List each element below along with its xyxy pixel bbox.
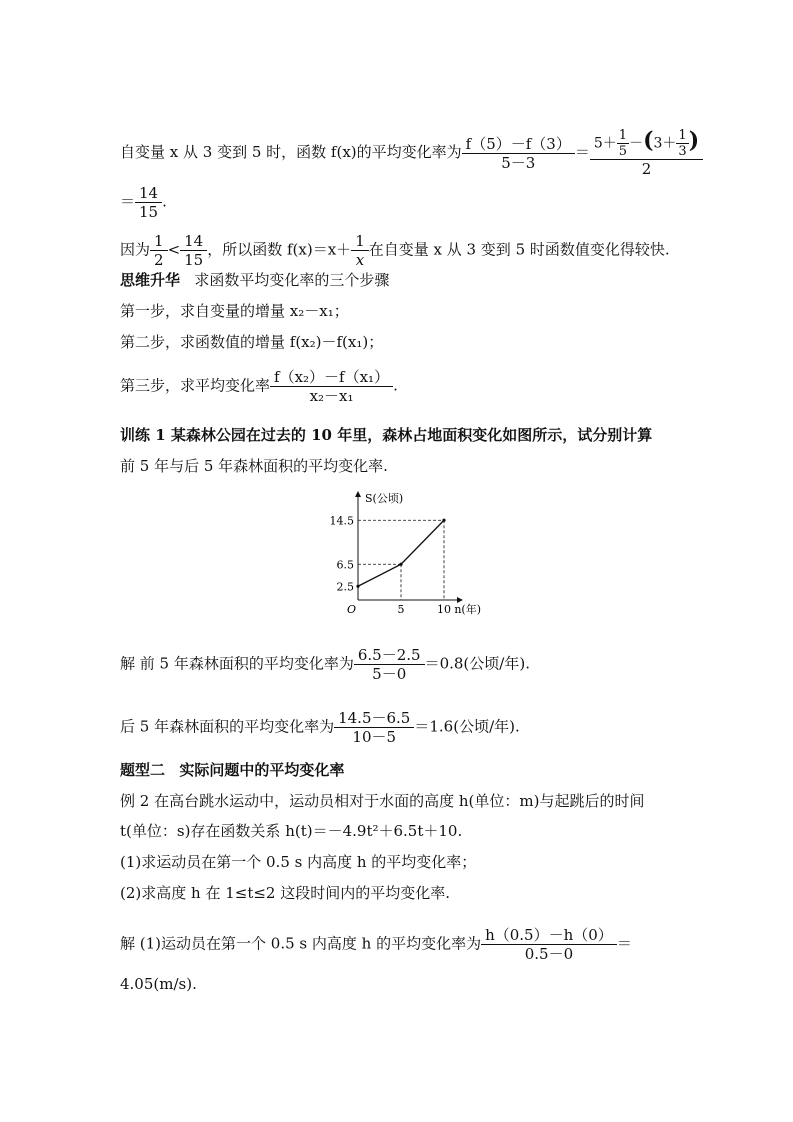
x-tick-label-1: 10 (437, 603, 451, 616)
training-1-line-1: 训练 1 某森林公园在过去的 10 年里，森林占地面积变化如图所示，试分别计算 (120, 426, 653, 444)
y-tick-label-0: 2.5 (336, 580, 354, 594)
result-14-15: ＝ $\frac{14}{15}$ . (120, 184, 167, 221)
y-axis-label: S(公顷) (365, 492, 404, 505)
y-tick-label-1: 6.5 (336, 558, 354, 572)
type-2-heading: 题型二 实际问题中的平均变化率 (120, 761, 345, 779)
example-2-line-1: 例 2 在高台跳水运动中，运动员相对于水面的高度 h(单位：m)与起跳后的时间 (120, 792, 645, 810)
data-point-0 (356, 585, 359, 588)
avg-rate-line-1: 自变量 x 从 3 变到 5 时，函数 f(x)的平均变化率为 $\frac{f(5)-f(3)}{5-3}$ ＝ 5＋ $\frac{1}{5}$ －(3＋ $\frac{1}{3}$ ) 2 (120, 128, 703, 178)
solution-example-2-result: 4.05(m/s). (120, 975, 197, 993)
forest-area-chart (329, 488, 481, 620)
x-axis-label: n(年) (454, 603, 481, 616)
example-2-question-1: (1)求运动员在第一个 0.5 s 内高度 h 的平均变化率； (120, 853, 477, 871)
series-segment-1 (401, 520, 444, 564)
data-point-1 (399, 563, 402, 566)
example-2-line-2: t(单位：s)存在函数关系 h(t)＝－4.9t²＋6.5t＋10. (120, 822, 463, 840)
summary-step-2: 第二步，求函数值的增量 f(x₂)－f(x₁)； (120, 333, 384, 351)
training-1-line-2: 前 5 年与后 5 年森林面积的平均变化率. (120, 457, 388, 475)
data-point-2 (442, 519, 445, 522)
summary-heading: 思维升华 求函数平均变化率的三个步骤 (120, 271, 390, 289)
solution-first-5-years: 解 前 5 年森林面积的平均变化率为 $\frac{6.5-2.5}{5-0}$ ＝0.8(公顷/年). (120, 646, 530, 683)
solution-example-2: 解 (1)运动员在第一个 0.5 s 内高度 h 的平均变化率为 $\frac{h(0.5)-h(0)}{0.5-0}$ ＝ (120, 926, 632, 963)
comparison-line: 因为 $\frac{1}{2}$ < $\frac{14}{15}$ ，所以函数 f(x)＝x＋ $\frac{1}{x}$ 在自变量 x 从 3 变到 5 时函数值变化得较快. (120, 232, 670, 269)
fraction-f5-f3: $\frac{f(5)-f(3)}{5-3}$ (462, 135, 575, 172)
example-2-question-2: (2)求高度 h 在 1≤t≤2 这段时间内的平均变化率. (120, 884, 451, 902)
fraction-compound: 5＋ $\frac{1}{5}$ －(3＋ $\frac{1}{3}$ ) 2 (590, 128, 703, 178)
summary-step-3: 第三步，求平均变化率 $\frac{\text{f（x₂）－f（x₁）}}{\text{x₂－x₁}}$ . (120, 368, 398, 405)
x-tick-label-0: 5 (397, 603, 405, 616)
y-tick-label-2: 14.5 (329, 514, 354, 528)
origin-label: O (346, 603, 356, 616)
series-segment-0 (358, 564, 401, 586)
p1-lead: 自变量 x 从 3 变到 5 时，函数 f(x)的平均变化率为 (120, 143, 462, 161)
solution-last-5-years: 后 5 年森林面积的平均变化率为 $\frac{14.5-6.5}{10-5}$ ＝1.6(公顷/年). (120, 709, 520, 746)
summary-step-1: 第一步，求自变量的增量 x₂－x₁； (120, 302, 349, 320)
